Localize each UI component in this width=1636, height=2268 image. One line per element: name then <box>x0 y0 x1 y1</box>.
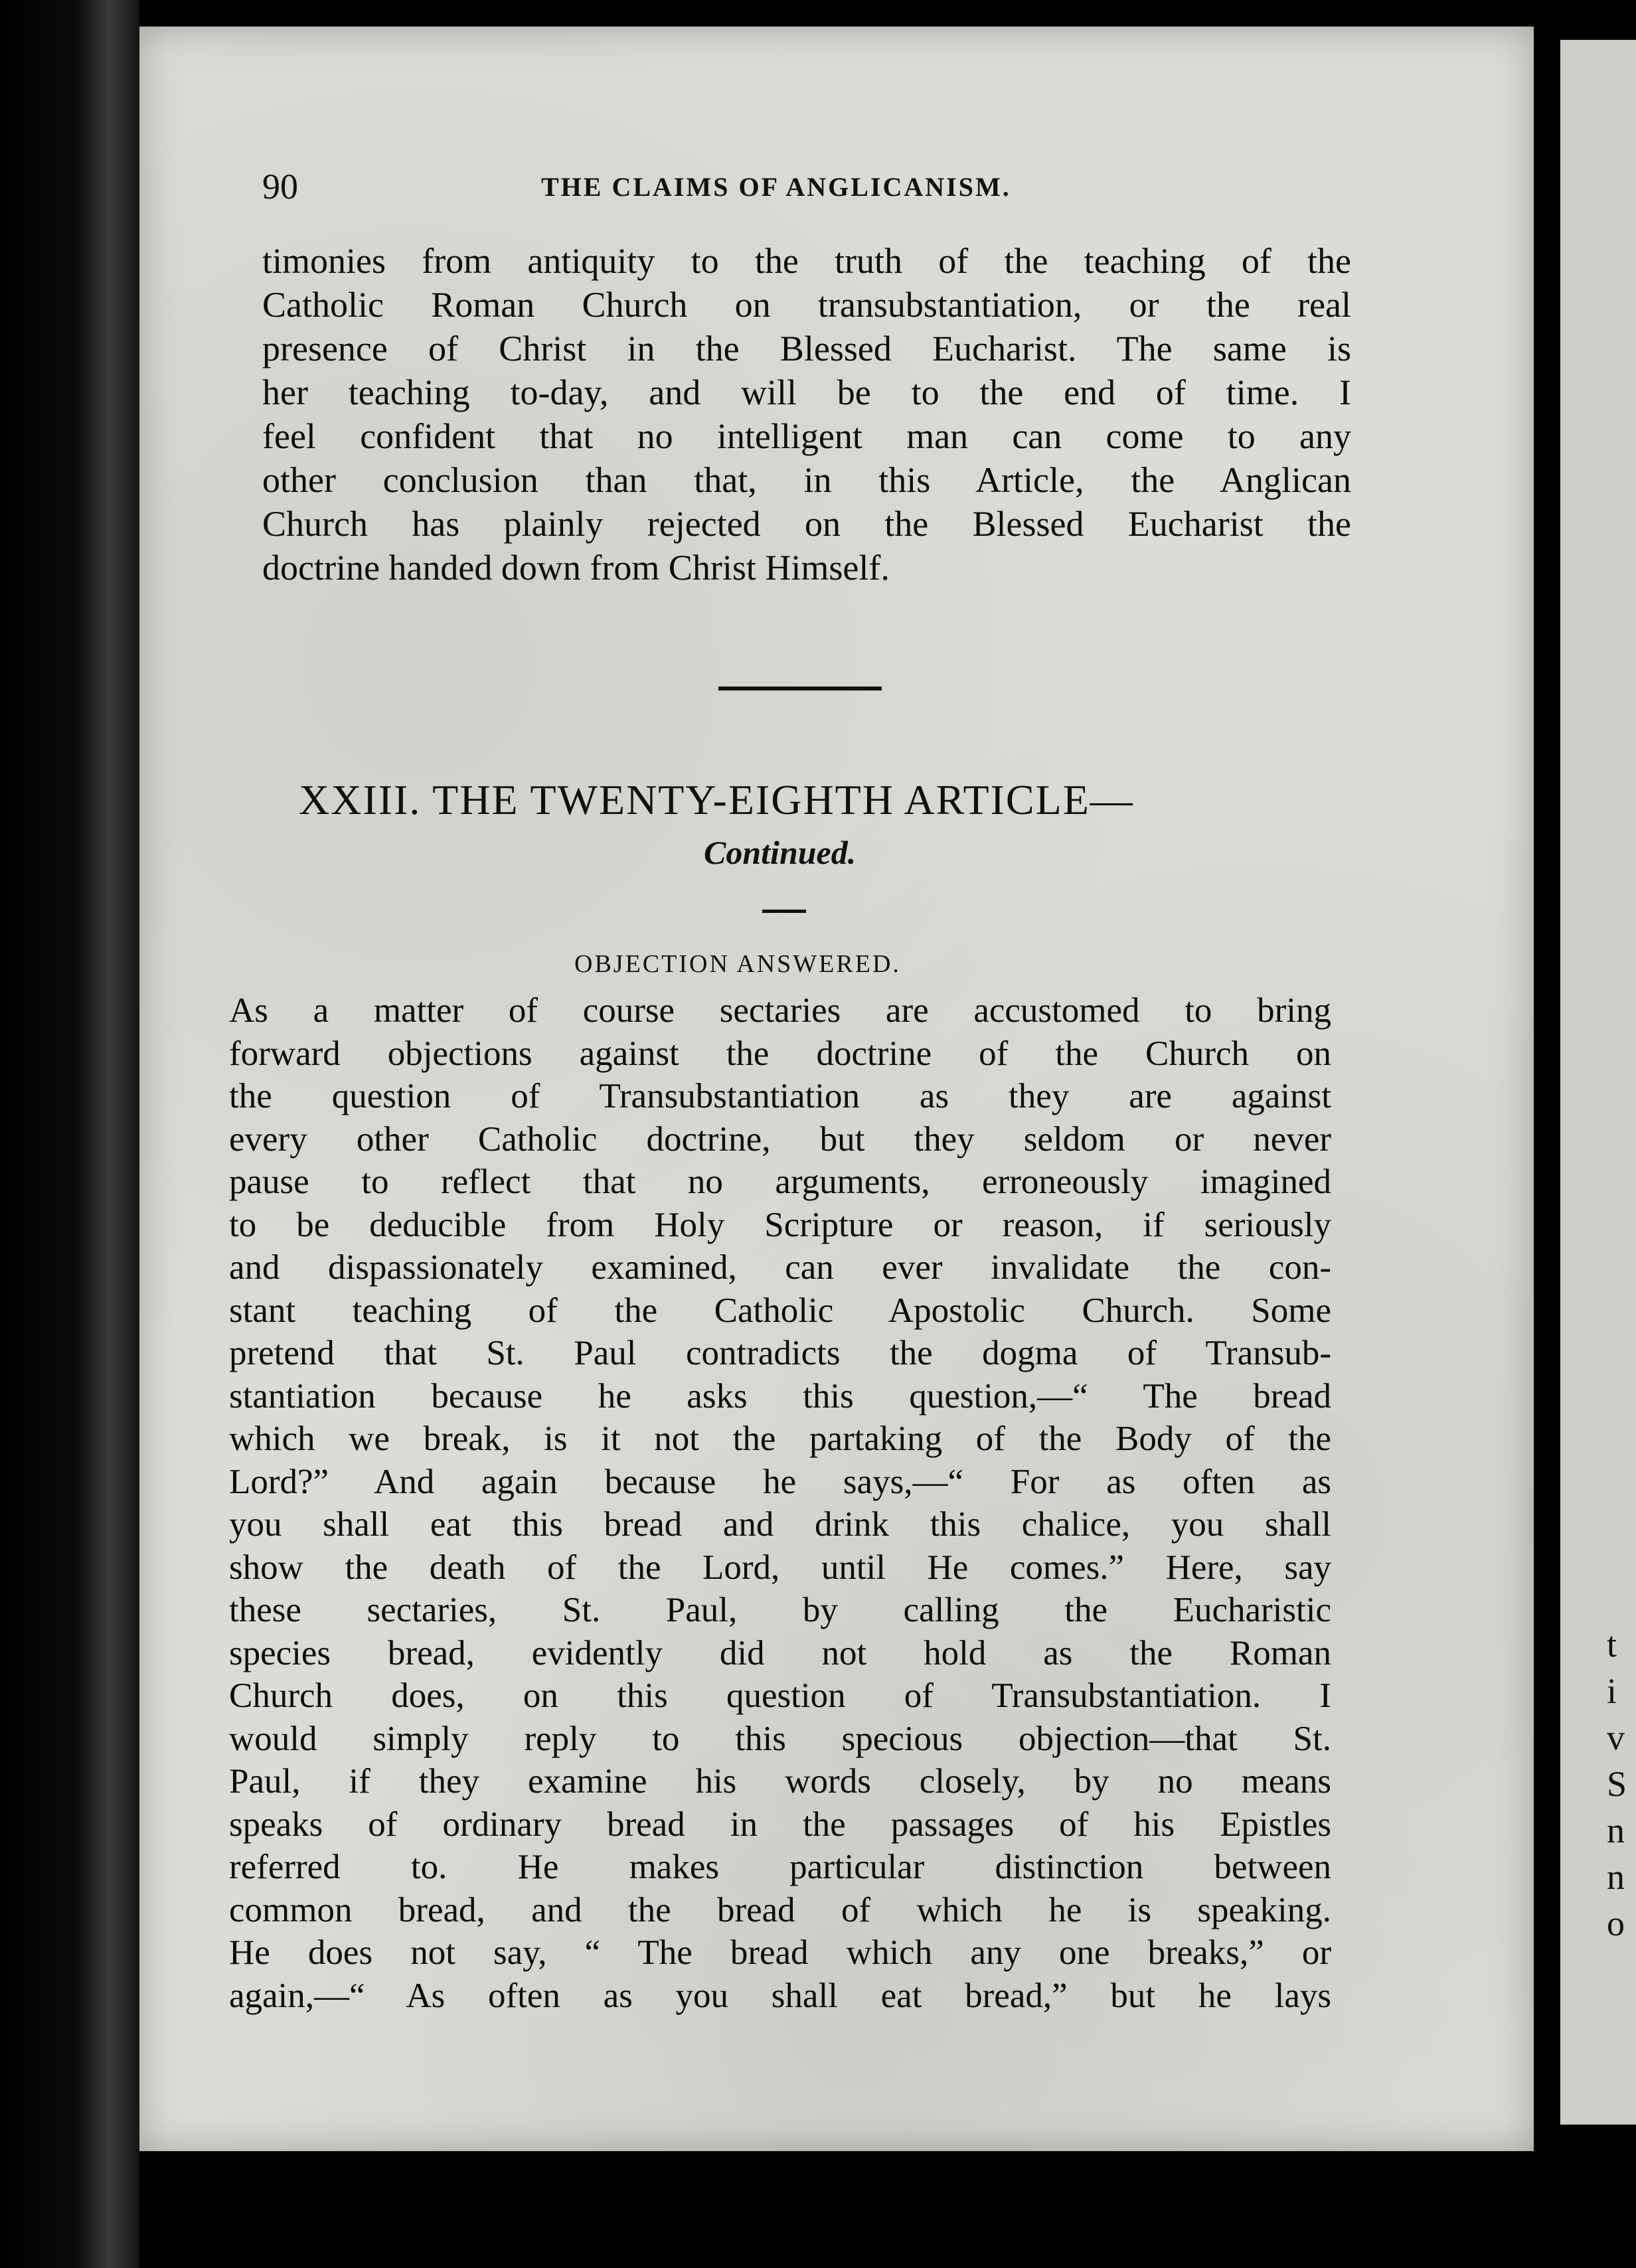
text-line: you shall eat this bread and drink this chalice, you shall <box>229 1505 1331 1544</box>
facing-page-letter: n <box>1607 1857 1625 1897</box>
text-line: every other Catholic doctrine, but they seldom or never <box>229 1119 1331 1159</box>
text-line: pause to reflect that no arguments, erroneously imagined <box>229 1163 1331 1201</box>
chapter-subtitle: Continued. <box>704 834 857 871</box>
book-spine-shadow <box>0 0 139 2268</box>
running-title: THE CLAIMS OF ANGLICANISM. <box>541 172 1011 202</box>
text-line: Catholic Roman Church on transubstantiation, or the real <box>262 285 1351 325</box>
facing-page-edge <box>1560 40 1636 2125</box>
title-divider <box>762 910 806 913</box>
text-line: would simply reply to this specious objection—that St. <box>229 1719 1331 1758</box>
text-line: stantiation because he asks this question,—“ The bread <box>229 1376 1331 1416</box>
text-line: Church does, on this question of Transubstantiation. I <box>229 1676 1331 1715</box>
text-line: feel confident that no intelligent man can come to any <box>262 416 1351 456</box>
page-header <box>262 166 1092 219</box>
text-line: Paul, if they examine his words closely, by no means <box>229 1762 1331 1801</box>
facing-page-letter: n <box>1607 1811 1625 1850</box>
facing-page-letter: t <box>1607 1625 1617 1664</box>
facing-page-letter: o <box>1607 1903 1625 1943</box>
facing-page-letter: S <box>1607 1764 1627 1804</box>
text-line: again,—“ As often as you shall eat bread,” but he lays <box>229 1976 1331 2015</box>
text-line: these sectaries, St. Paul, by calling the Eucharistic <box>229 1591 1331 1629</box>
text-line: speaks of ordinary bread in the passages of his Epistles <box>229 1805 1331 1844</box>
text-line: As a matter of course sectaries are accustomed to bring <box>229 991 1331 1030</box>
text-line: Church has plainly rejected on the Blessed Eucharist the <box>262 504 1351 544</box>
text-line: presence of Christ in the Blessed Eucharist. The same is <box>262 329 1351 368</box>
facing-page-letter: v <box>1607 1718 1625 1757</box>
text-line: stant teaching of the Catholic Apostolic Church. Some <box>229 1291 1331 1330</box>
facing-page-letter: i <box>1607 1671 1617 1711</box>
paragraph-continuation <box>262 239 1351 590</box>
text-line: to be deducible from Holy Scripture or reason, if seriously <box>229 1205 1331 1244</box>
text-line: doctrine handed down from Christ Himself. <box>262 548 890 588</box>
text-line: referred to. He makes particular distinction between <box>229 1848 1331 1886</box>
text-line: species bread, evidently did not hold as the Roman <box>229 1633 1331 1672</box>
paragraph-body <box>229 989 1331 2017</box>
text-line: which we break, is it not the partaking of the Body of the <box>229 1419 1331 1458</box>
text-line: and dispassionately examined, can ever invalidate the con- <box>229 1248 1331 1287</box>
page-number: 90 <box>262 167 298 206</box>
text-line: timonies from antiquity to the truth of the teaching of the <box>262 241 1351 281</box>
text-line: show the death of the Lord, until He comes.” Here, say <box>229 1548 1331 1587</box>
section-heading: OBJECTION ANSWERED. <box>574 950 901 978</box>
text-line: forward objections against the doctrine of the Church on <box>229 1034 1331 1073</box>
text-line: pretend that St. Paul contradicts the dogma of Transub- <box>229 1334 1331 1372</box>
text-line: Lord?” And again because he says,—“ For as often as <box>229 1462 1331 1501</box>
text-line: her teaching to-day, and will be to the end of time. I <box>262 372 1351 412</box>
text-line: other conclusion than that, in this Article, the Anglican <box>262 460 1351 500</box>
section-divider <box>718 687 882 690</box>
text-line: the question of Transubstantiation as they are against <box>229 1077 1331 1115</box>
chapter-title: XXIII. THE TWENTY-EIGHTH ARTICLE— <box>299 776 1134 823</box>
text-line: common bread, and the bread of which he is speaking. <box>229 1890 1331 1929</box>
text-line: He does not say, “ The bread which any one breaks,” or <box>229 1933 1331 1972</box>
